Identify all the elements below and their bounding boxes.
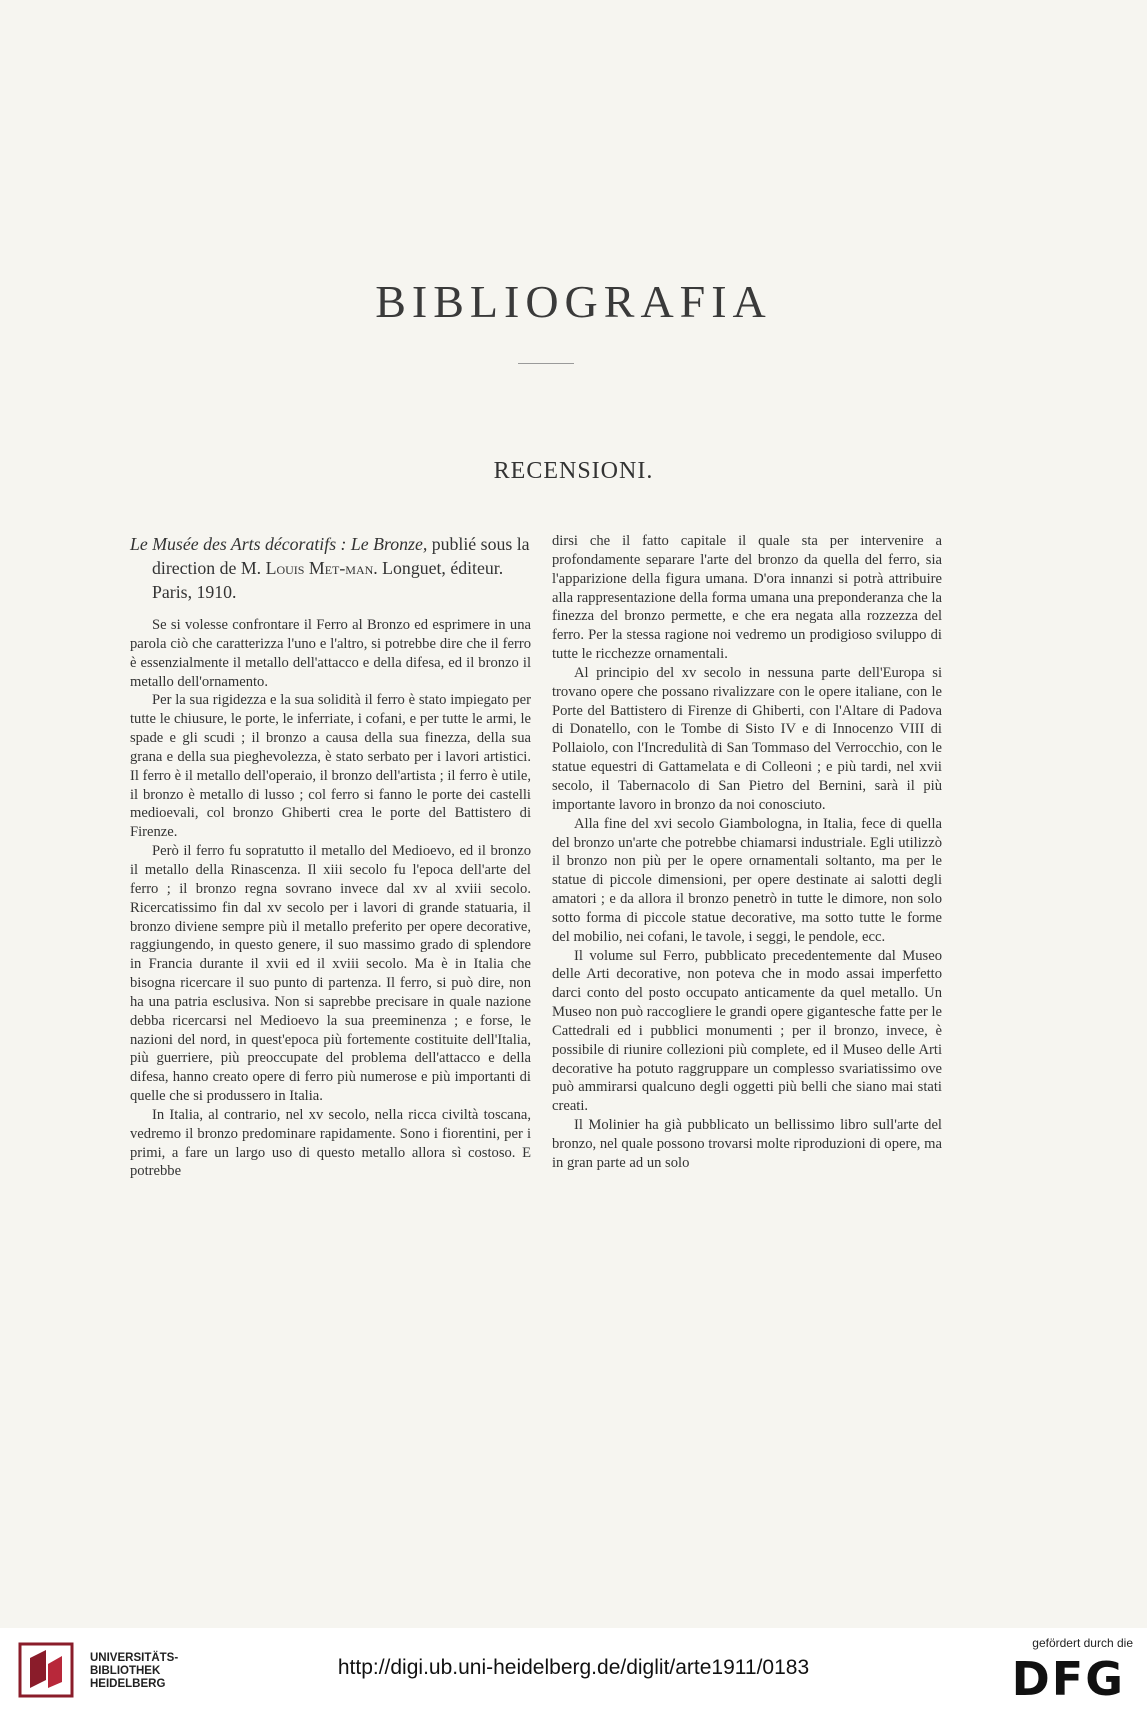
review-heading [130, 532, 531, 604]
source-url-link[interactable]: http://digi.ub.uni-heidelberg.de/diglit/arte1911/0183 [337, 1656, 810, 1679]
funding-credit: gefördert durch die [1032, 1636, 1133, 1650]
right-paragraph: Alla fine del xvi secolo Giambologna, in Italia, fece di quella del bronzo un'arte che potrebbe chiamarsi industriale. Egli utilizzò il bronzo non più per le opere ornamentali soltanto, ma per le statue di piccole dimensioni, per opere destinate ai salotti degli amatori ; e da allora il bronzo penetrò in tutte le dimore, non solo sotto forma di piccole statue decorative, ma sotto tutte le forme del mobilio, nei cofani, le tavole, i seggi, le pendole, ecc. [552, 815, 942, 945]
review-heading-author: Louis Met-man [265, 558, 374, 578]
digitization-footer [0, 1628, 1147, 1712]
right-paragraph: Il Molinier ha già pubblicato un bellissimo libro sull'arte del bronzo, nel quale possono trovarsi molte riproduzioni di opere, ma in gran parte ad un solo [552, 1117, 942, 1171]
review-heading-imprint: . Longuet, éditeur. Paris, 1910. [152, 558, 504, 602]
left-paragraph: Se si volesse confrontare il Ferro al Bronzo ed esprimere in una parola ciò che caratterizza l'uno e l'altro, si potrebbe dire che il ferro è essenzialmente il metallo dell'attacco e della difesa, ed il bronzo il metallo dell'ornamento. [130, 617, 531, 690]
review-heading-title: Le Musée des Arts décoratifs : Le Bronze, [130, 534, 428, 554]
dfg-logo: DFG [1011, 1652, 1125, 1706]
library-name-line: HEIDELBERG [90, 1678, 166, 1690]
left-paragraph: Per la sua rigidezza e la sua solidità il ferro è stato impiegato per tutte le chiusure, le porte, le inferriate, i cofani, e per tutte le armi, le spade e gli scudi ; il bronzo a causa della sua finezza, della sua grana e della sua pieghevolezza, è stato serbato per i lavori artistici. Il ferro è il metallo dell'operaio, il bronzo dell'artista ; il ferro è utile, il bronzo è metallo di lusso ; col ferro si fanno le porte dei castelli medioevali, col bronzo Ghiberti crea le porte del Battistero di Firenze. [130, 692, 531, 841]
page-title: BIBLIOGRAFIA [375, 276, 772, 327]
right-paragraph: dirsi che il fatto capitale il quale sta per intervenire a profondamente separare l'arte del bronzo da quella del ferro, sia l'apparizione della figura umana. D'ora innanzi si potrà attribuire alla rappresentazione della forma umana una preponderanza che la finezza del bronzo permette, e che era negata alla rozzezza del ferro. Per la stessa ragione noi vedremo un prodigioso sviluppo di tutte le ricchezze ornamentali. [552, 533, 942, 663]
review-heading-publisher: publié sous la direction de M. [152, 534, 530, 578]
left-column [130, 532, 531, 1181]
section-subtitle: RECENSIONI. [493, 458, 654, 484]
right-paragraph: Il volume sul Ferro, pubblicato precedentemente dal Museo delle Arti decorative, non poteva che in modo assai imperfetto darci conto del posto occupato anticamente da quel metallo. Un Museo non può raccogliere le grandi opere gigantesche fatte per le Cattedrali ed i pubblici monumenti ; per il bronzo, invece, è possibile di riunire collezioni più complete, ed il Museo delle Arti decorative ha potuto raggruppare un complesso svariatissimo ove può ammirarsi qualcuno degli oggetti più belli che siano mai stati creati. [552, 947, 942, 1115]
right-column [552, 532, 942, 1173]
left-paragraph: Però il ferro fu sopratutto il metallo del Medioevo, ed il bronzo il metallo della Rinascenza. Il xiii secolo fu l'epoca dell'arte del ferro ; il bronzo regna sovrano invece dal xv al xviii secolo. Ricercatissimo fin dal xv secolo per i lavori di grande statuaria, il bronzo diviene sempre più il metallo preferito per opere decorative, raggiungendo, in questo genere, il suo massimo grado di splendore in Francia durante il xvii ed il xviii secolo. Ma è in Italia che bisogna ricercare il suo punto di partenza. Il ferro, si può dire, non ha una patria esclusiva. Non si saprebbe precisare in quale nazione debba ricercarsi nel Medioevo la sua preeminenza ; e forse, le nazioni del nord, in quest'epoca più fortemente costituite dell'Italia, più guerriere, più preoccupate del problema dell'attacco e della difesa, hanno creato opere di ferro più numerose e più importanti di quelle che si produssero in Italia. [130, 843, 531, 1105]
library-name-line: UNIVERSITÄTS- [90, 1652, 179, 1664]
right-paragraph: Al principio del xv secolo in nessuna parte dell'Europa si trovano opere che possano rivalizzare con le opere italiane, con le Porte del Battistero di Firenze di Ghiberti, con l'Altare di Padova di Donatello, con le Tombe di Sisto IV e di Innocenzo VIII di Pollaiolo, con l'Incredulità di San Tommaso del Verrocchio, con le statue equestri di Gattamelata e di Colleoni ; e più tardi, nel xvii secolo, il Tabernacolo di San Pietro del Bernini, sarà il più importante lavoro in bronzo da noi conosciuto. [552, 664, 942, 813]
library-name-line: BIBLIOTHEK [90, 1665, 161, 1677]
left-paragraph: In Italia, al contrario, nel xv secolo, nella ricca civiltà toscana, vedremo il bronzo predominare rapidamente. Sono i fiorentini, per i primi, a fare un largo uso di questo metallo allora sì costoso. E potrebbe [130, 1106, 531, 1180]
title-divider [518, 363, 574, 364]
